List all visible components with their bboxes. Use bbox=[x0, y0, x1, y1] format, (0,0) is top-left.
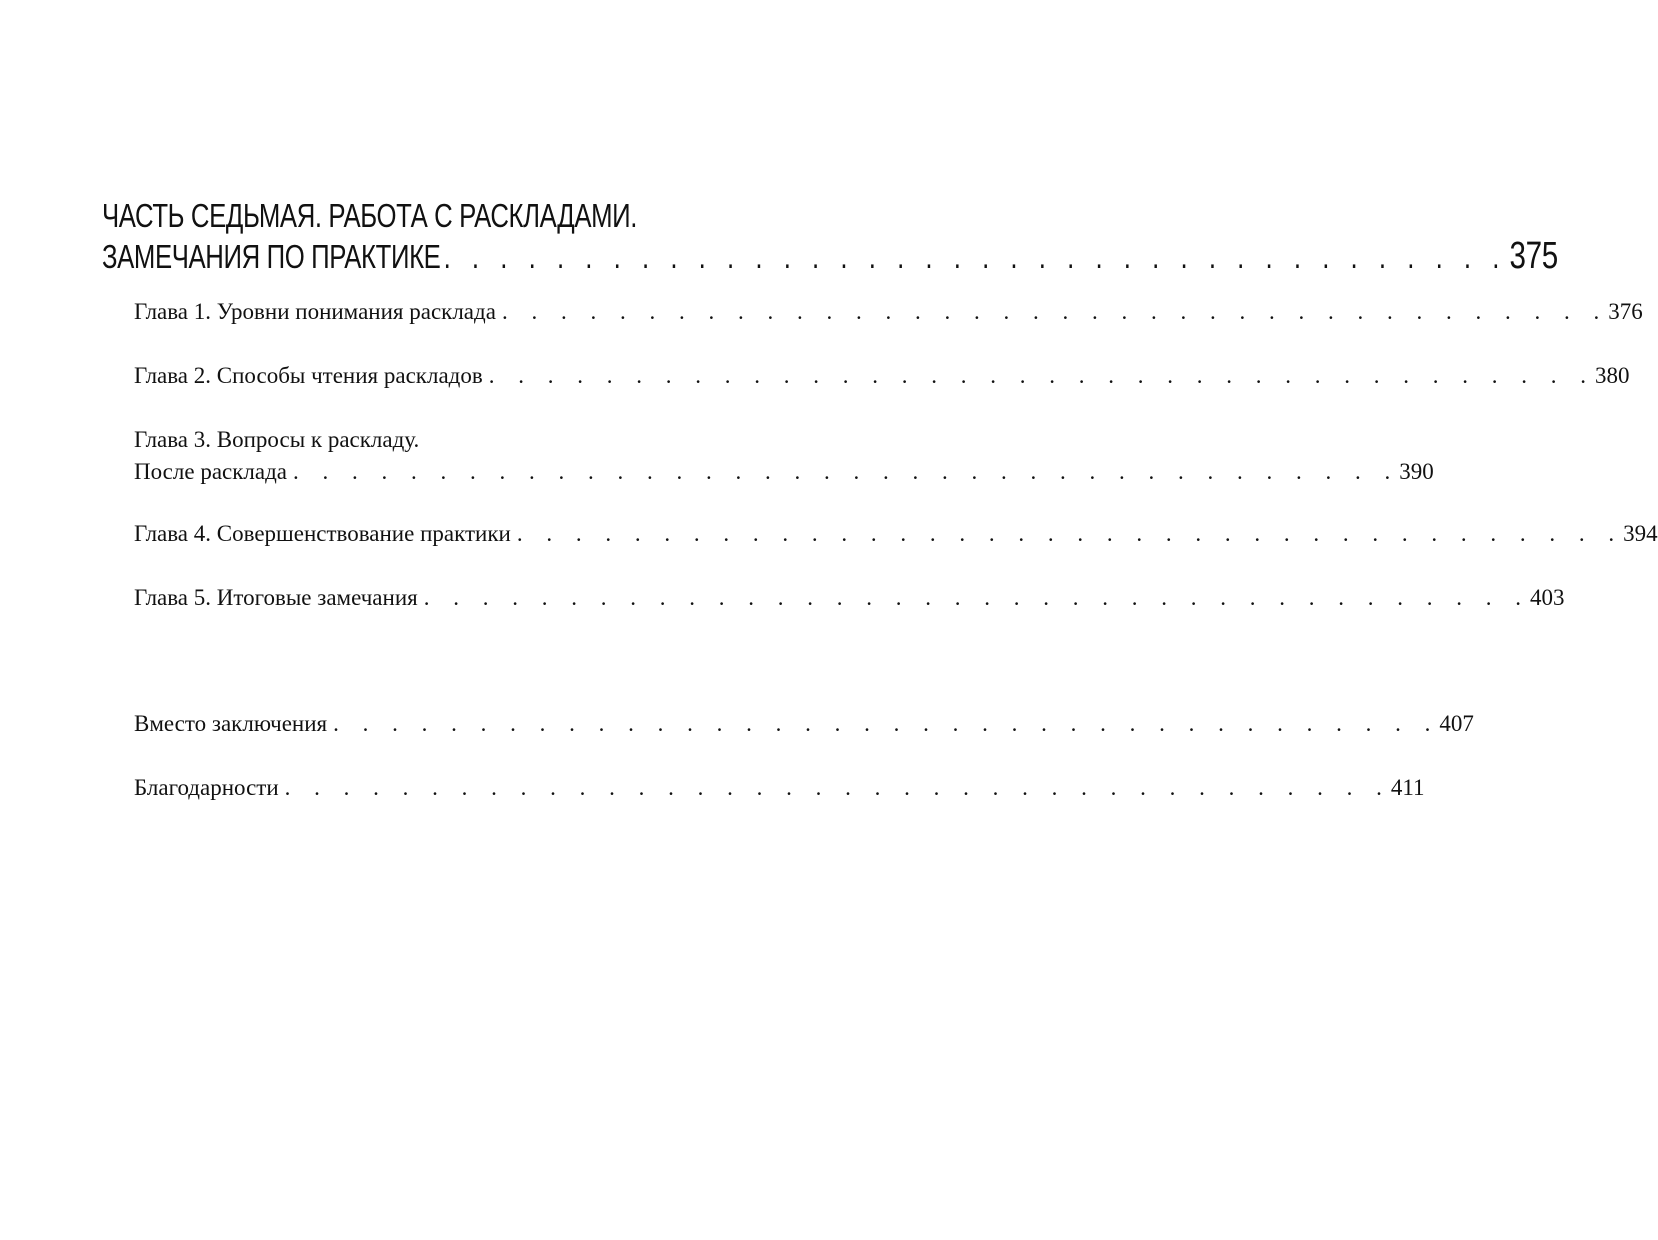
toc-entry-chapter-3[interactable] bbox=[134, 424, 1434, 488]
leader-dots: . . . . . . . . . . . . . . . . . . . . . . . . . . . . . . . . . . . . . . bbox=[516, 521, 1624, 546]
leader-dots: . . . . . . . . . . . . . . . . . . . . . . . . . . . . . . . . . . . . . . bbox=[488, 363, 1595, 388]
part-heading bbox=[102, 196, 1558, 277]
entry-page-number: 411 bbox=[1390, 775, 1425, 800]
entry-page-number: 403 bbox=[1529, 585, 1565, 610]
part-page-number: 375 bbox=[1509, 235, 1558, 277]
leader-dots: . . . . . . . . . . . . . . . . . . . . . . . . . . . . . . . . . . . . . . bbox=[501, 299, 1609, 324]
entry-title: Глава 4. Совершенствование практики bbox=[134, 521, 511, 546]
leader-dots: . . . . . . . . . . . . . . . . . . . . . . . . . . . . . . . . . . . . . . bbox=[284, 775, 1391, 800]
entry-title: Глава 2. Способы чтения раскладов bbox=[134, 363, 483, 388]
toc-entry-conclusion[interactable] bbox=[134, 708, 1474, 740]
entry-title: Вместо заключения bbox=[134, 711, 328, 736]
leader-dots: . . . . . . . . . . . . . . . . . . . . . . . . . . . . . . . . . . . . . . bbox=[443, 238, 1507, 275]
entry-page-number: 407 bbox=[1439, 711, 1474, 736]
leader-dots: . . . . . . . . . . . . . . . . . . . . . . . . . . . . . . . . . . . . . . bbox=[293, 459, 1400, 484]
toc-entry-chapter-4[interactable] bbox=[134, 518, 1658, 550]
part-title-line-2 bbox=[102, 235, 1558, 277]
entry-page-number: 394 bbox=[1623, 521, 1658, 546]
leader-dots: . . . . . . . . . . . . . . . . . . . . . . . . . . . . . . . . . . . . . . bbox=[333, 711, 1440, 736]
entry-page-number: 390 bbox=[1399, 459, 1434, 484]
part-title-line-1 bbox=[102, 196, 685, 236]
toc-entry-acknowledgements[interactable] bbox=[134, 772, 1425, 804]
toc-entry-chapter-2[interactable] bbox=[134, 360, 1630, 392]
entry-title-line-1: Глава 3. Вопросы к раскладу. bbox=[134, 427, 420, 452]
entry-title: Благодарности bbox=[134, 775, 279, 800]
leader-dots: . . . . . . . . . . . . . . . . . . . . . . . . . . . . . . . . . . . . . . bbox=[423, 585, 1530, 610]
entry-title-line-2: После расклада bbox=[134, 459, 288, 484]
entry-title: Глава 1. Уровни понимания расклада bbox=[134, 299, 496, 324]
part-title-text-2: ЗАМЕЧАНИЯ ПО ПРАКТИКЕ bbox=[102, 238, 441, 275]
entry-page-number: 376 bbox=[1608, 299, 1643, 324]
toc-entry-chapter-5[interactable] bbox=[134, 582, 1565, 614]
toc-entry-chapter-1[interactable] bbox=[134, 296, 1643, 328]
part-title-text-1: ЧАСТЬ СЕДЬМАЯ. РАБОТА С РАСКЛАДАМИ. bbox=[102, 197, 638, 234]
entry-page-number: 380 bbox=[1594, 363, 1630, 388]
entry-title: Глава 5. Итоговые замечания bbox=[134, 585, 418, 610]
